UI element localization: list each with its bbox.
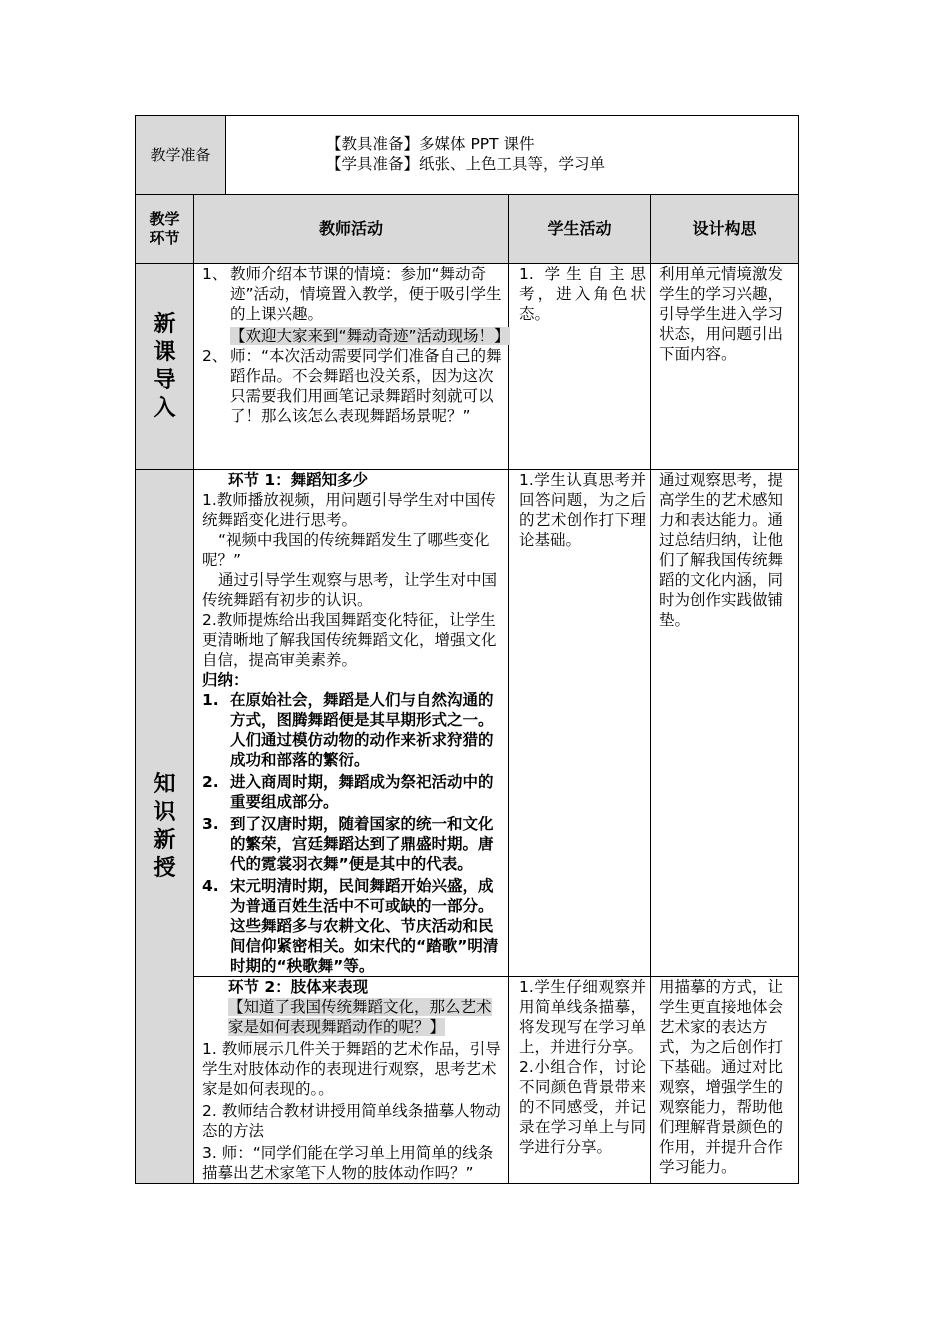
header-phase bbox=[136, 195, 194, 264]
part2-teacher bbox=[194, 977, 509, 1184]
part2-quote: 【知道了我国传统舞蹈文化，那么艺术家是如何表现舞蹈动作的呢？】 bbox=[228, 998, 492, 1036]
part1-p1: 1.教师播放视频，用问题引导学生对中国传统舞蹈变化进行思考。 bbox=[202, 491, 496, 529]
knowledge-phase-char-4: 授 bbox=[153, 855, 176, 881]
header-design: 设计构思 bbox=[651, 195, 799, 264]
part2-student-2: 2.小组合作，讨论不同颜色背景带来的不同感受，并记录在学习单上与同学进行分享。 bbox=[519, 1058, 647, 1156]
part2-quote-wrap bbox=[202, 997, 504, 1037]
intro-quote: 【欢迎大家来到“舞动奇迹”活动现场！】 bbox=[230, 327, 510, 345]
part1-summary-title: 归纳： bbox=[202, 671, 249, 689]
summary-item-4 bbox=[202, 876, 504, 976]
intro-item-1 bbox=[202, 264, 504, 324]
summary-item-2-num: 2. bbox=[202, 773, 219, 791]
part2-p1: 1. 教师展示几件关于舞蹈的艺术作品，引导学生对肢体动作的表现进行观察，思考艺术家是如何表现的。。 bbox=[202, 1040, 501, 1098]
intro-item-2-num: 2、 bbox=[202, 347, 228, 365]
intro-phase bbox=[136, 264, 194, 470]
part1-p2: “视频中我国的传统舞蹈发生了哪些变化呢？” bbox=[202, 531, 490, 569]
summary-item-2 bbox=[202, 772, 504, 812]
part2-student-1: 1.学生仔细观察并用简单线条描摹，将发现写在学习单上，并进行分享。 bbox=[519, 978, 647, 1056]
knowledge-phase-char-2: 识 bbox=[153, 799, 176, 825]
intro-row bbox=[136, 264, 799, 470]
knowledge-phase-char-3: 新 bbox=[153, 827, 176, 853]
intro-item-2-text: 师：“本次活动需要同学们准备自己的舞蹈作品。不会舞蹈也没关系，因为这次只需要我们用画笔记录舞蹈时刻就可以了！那么该怎么表现舞蹈场景呢？” bbox=[230, 347, 502, 425]
lesson-plan-table bbox=[135, 115, 799, 1184]
prep-label: 教学准备 bbox=[136, 116, 226, 195]
intro-student: 1. 学生自主思考，进入角色状态。 bbox=[509, 264, 651, 470]
part2-title: 环节 2：肢体来表现 bbox=[228, 978, 369, 996]
summary-item-1-text: 在原始社会，舞蹈是人们与自然沟通的方式，图腾舞蹈便是其早期形式之一。人们通过模仿动物的动作来祈求狩猎的成功和部落的繁衍。 bbox=[230, 691, 494, 769]
part1-design: 通过观察思考，提高学生的艺术感知力和表达能力。通过总结归纳，让他们了解我国传统舞蹈的文化内涵，同时为创作实践做铺垫。 bbox=[651, 470, 799, 977]
prep-row bbox=[136, 116, 799, 195]
intro-item-1-num: 1、 bbox=[202, 265, 228, 283]
knowledge-phase bbox=[136, 470, 194, 1184]
header-teacher: 教师活动 bbox=[194, 195, 509, 264]
part1-title: 环节 1：舞蹈知多少 bbox=[228, 471, 369, 489]
summary-item-1 bbox=[202, 690, 504, 770]
part2-design: 用描摹的方式，让学生更直接地体会艺术家的表达方式，为之后创作打下基础。通过对比观察，增强学生的观察能力，帮助他们理解背景颜色的作用，并提升合作学习能力。 bbox=[651, 977, 799, 1184]
part2-p3: 3. 师：“同学们能在学习单上用简单的线条描摹出艺术家笔下人物的肢体动作吗？” bbox=[202, 1144, 494, 1182]
header-phase-label: 教学环节 bbox=[149, 210, 180, 247]
intro-phase-char-1: 新 bbox=[153, 311, 176, 337]
part1-p3: 通过引导学生观察与思考，让学生对中国传统舞蹈有初步的认识。 bbox=[202, 571, 498, 609]
intro-teacher bbox=[194, 264, 509, 470]
part1-teacher bbox=[194, 470, 509, 977]
intro-quote-wrap bbox=[202, 326, 510, 346]
knowledge-row-2 bbox=[136, 977, 799, 1184]
intro-phase-char-4: 入 bbox=[153, 395, 176, 421]
summary-item-4-text: 宋元明清时期，民间舞蹈开始兴盛，成为普通百姓生活中不可或缺的一部分。这些舞蹈多与农耕文化、节庆活动和民间信仰紧密相关。如宋代的“踏歌”明清时期的“秧歌舞”等。 bbox=[230, 877, 499, 975]
intro-item-1-text: 教师介绍本节课的情境：参加“舞动奇迹”活动，情境置入教学，便于吸引学生的上课兴趣。 bbox=[230, 265, 502, 323]
knowledge-row-1 bbox=[136, 470, 799, 977]
part1-p4: 2.教师提炼给出我国舞蹈变化特征，让学生更清晰地了解我国传统舞蹈文化，增强文化自信，提高审美素养。 bbox=[202, 611, 497, 669]
part2-p2: 2. 教师结合教材讲授用简单线条描摹人物动态的方法 bbox=[202, 1102, 501, 1140]
part1-student: 1.学生认真思考并回答问题，为之后的艺术创作打下理论基础。 bbox=[509, 470, 651, 977]
part2-student bbox=[509, 977, 651, 1184]
knowledge-phase-char-1: 知 bbox=[153, 771, 176, 797]
header-student: 学生活动 bbox=[509, 195, 651, 264]
intro-design: 利用单元情境激发学生的学习兴趣，引导学生进入学习状态，用问题引出下面内容。 bbox=[651, 264, 799, 470]
prep-line-materials: 【学具准备】纸张、上色工具等，学习单 bbox=[326, 155, 606, 173]
intro-phase-char-3: 导 bbox=[153, 367, 176, 393]
summary-item-3-text: 到了汉唐时期，随着国家的统一和文化的繁荣，宫廷舞蹈达到了鼎盛时期。唐代的霓裳羽衣舞”便是其中的代表。 bbox=[230, 815, 494, 873]
summary-item-1-num: 1. bbox=[202, 691, 219, 709]
summary-item-4-num: 4. bbox=[202, 877, 219, 895]
summary-item-3 bbox=[202, 814, 504, 874]
intro-item-2 bbox=[202, 346, 504, 426]
prep-content bbox=[226, 116, 799, 195]
intro-phase-char-2: 课 bbox=[153, 339, 176, 365]
summary-item-2-text: 进入商周时期，舞蹈成为祭祀活动中的重要组成部分。 bbox=[230, 773, 494, 811]
prep-line-tools: 【教具准备】多媒体 PPT 课件 bbox=[326, 135, 535, 153]
summary-item-3-num: 3. bbox=[202, 815, 219, 833]
header-row bbox=[136, 195, 799, 264]
